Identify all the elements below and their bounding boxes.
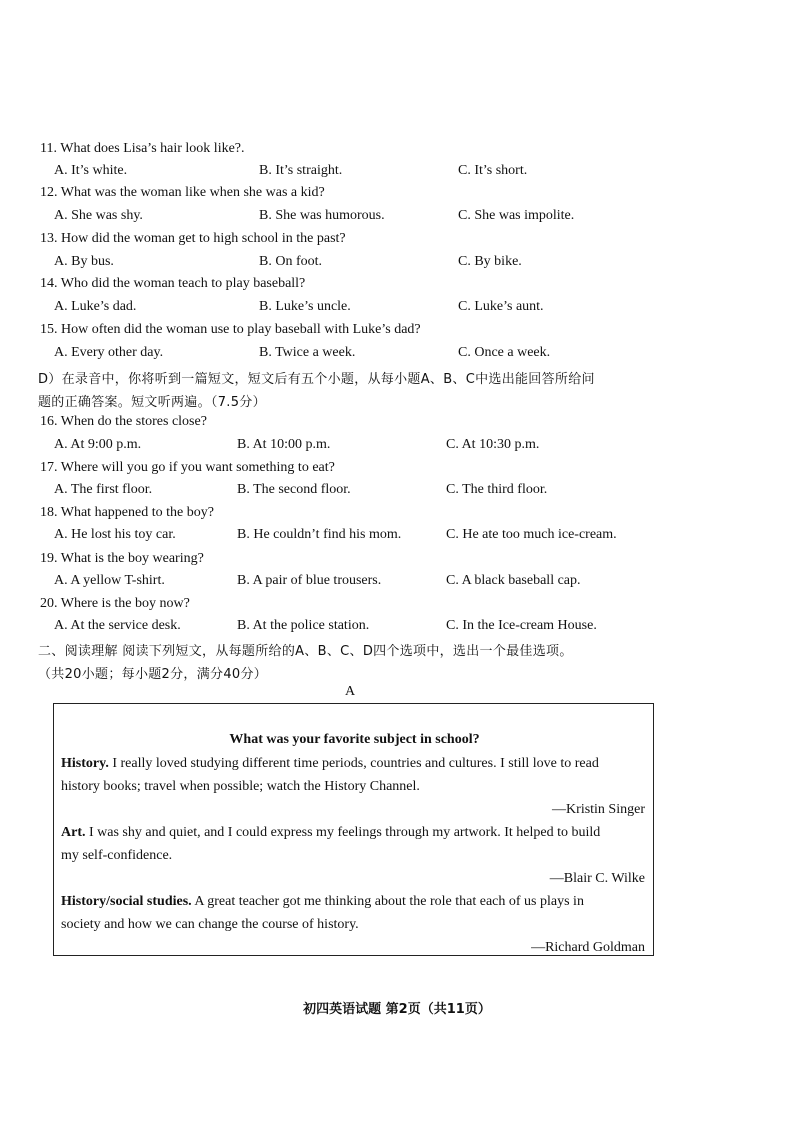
question-16: 16. When do the stores close?: [40, 414, 207, 429]
reading-section-scoring: （共20小题；每小题2分，满分40分）: [38, 667, 268, 682]
option-a: A. She was shy.: [54, 208, 143, 223]
question-11: 11. What does Lisa’s hair look like?.: [40, 141, 245, 156]
option-c: C. By bike.: [458, 254, 522, 269]
entry-subject: History.: [61, 756, 109, 771]
entry-author: —Kristin Singer: [552, 802, 645, 817]
passage-label: A: [345, 684, 356, 699]
section-d-instructions-cont: 题的正确答案。短文听两遍。（7.5分）: [38, 395, 266, 410]
entry-subject: Art.: [61, 825, 86, 840]
option-c: C. It’s short.: [458, 163, 528, 178]
option-c: C. Once a week.: [458, 345, 551, 360]
option-c: C. The third floor.: [446, 482, 548, 497]
option-a: A. A yellow T-shirt.: [54, 573, 165, 588]
question-15: 15. How often did the woman use to play baseball with Luke’s dad?: [40, 322, 421, 337]
option-b: B. At 10:00 p.m.: [237, 437, 331, 452]
question-13: 13. How did the woman get to high school in the past?: [40, 231, 346, 246]
question-17: 17. Where will you go if you want something to eat?: [40, 460, 335, 475]
page-footer: 初四英语试题 第2页（共11页）: [303, 1002, 491, 1017]
option-c: C. He ate too much ice-cream.: [446, 527, 617, 542]
entry-history: [61, 756, 599, 772]
question-18: 18. What happened to the boy?: [40, 505, 214, 520]
question-20: 20. Where is the boy now?: [40, 596, 190, 611]
option-b: B. At the police station.: [237, 618, 370, 633]
option-b: B. Luke’s uncle.: [259, 299, 351, 314]
option-b: B. It’s straight.: [259, 163, 343, 178]
option-a: A. At 9:00 p.m.: [54, 437, 142, 452]
entry-author: —Richard Goldman: [531, 940, 645, 955]
option-a: A. It’s white.: [54, 163, 128, 178]
option-c: C. Luke’s aunt.: [458, 299, 544, 314]
entry-text-cont: my self-confidence.: [61, 848, 173, 863]
entry-text: I was shy and quiet, and I could express my feelings through my artwork. It helped to build: [85, 825, 601, 840]
option-b: B. A pair of blue trousers.: [237, 573, 382, 588]
option-b: B. She was humorous.: [259, 208, 385, 223]
option-a: A. Every other day.: [54, 345, 164, 360]
option-c: C. In the Ice-cream House.: [446, 618, 597, 633]
question-14: 14. Who did the woman teach to play baseball?: [40, 276, 306, 291]
passage-box: [53, 703, 654, 956]
passage-title: What was your favorite subject in school?: [229, 732, 480, 747]
option-a: A. At the service desk.: [54, 618, 181, 633]
option-c: C. She was impolite.: [458, 208, 575, 223]
option-b: B. He couldn’t find his mom.: [237, 527, 402, 542]
option-a: A. The first floor.: [54, 482, 153, 497]
question-12: 12. What was the woman like when she was a kid?: [40, 185, 325, 200]
section-d-instructions: D）在录音中，你将听到一篇短文，短文后有五个小题，从每小题A、B、C中选出能回答所给问: [38, 372, 595, 387]
option-b: B. On foot.: [259, 254, 322, 269]
entry-text-cont: history books; travel when possible; watch the History Channel.: [61, 779, 420, 794]
option-b: B. Twice a week.: [259, 345, 356, 360]
option-a: A. He lost his toy car.: [54, 527, 176, 542]
entry-text: I really loved studying different time periods, countries and cultures. I still love to read: [108, 756, 599, 771]
question-19: 19. What is the boy wearing?: [40, 551, 204, 566]
option-a: A. Luke’s dad.: [54, 299, 137, 314]
option-b: B. The second floor.: [237, 482, 351, 497]
entry-text-cont: society and how we can change the course of history.: [61, 917, 359, 932]
entry-text: A great teacher got me thinking about the role that each of us plays in: [191, 894, 584, 909]
option-c: C. At 10:30 p.m.: [446, 437, 540, 452]
entry-author: —Blair C. Wilke: [549, 871, 645, 886]
entry-history-social-studies: [61, 894, 584, 910]
reading-section-heading: 二、阅读理解 阅读下列短文，从每题所给的A、B、C、D四个选项中，选出一个最佳选项。: [38, 644, 573, 659]
option-c: C. A black baseball cap.: [446, 573, 581, 588]
entry-art: [61, 825, 600, 841]
option-a: A. By bus.: [54, 254, 114, 269]
entry-subject: History/social studies.: [61, 894, 192, 909]
